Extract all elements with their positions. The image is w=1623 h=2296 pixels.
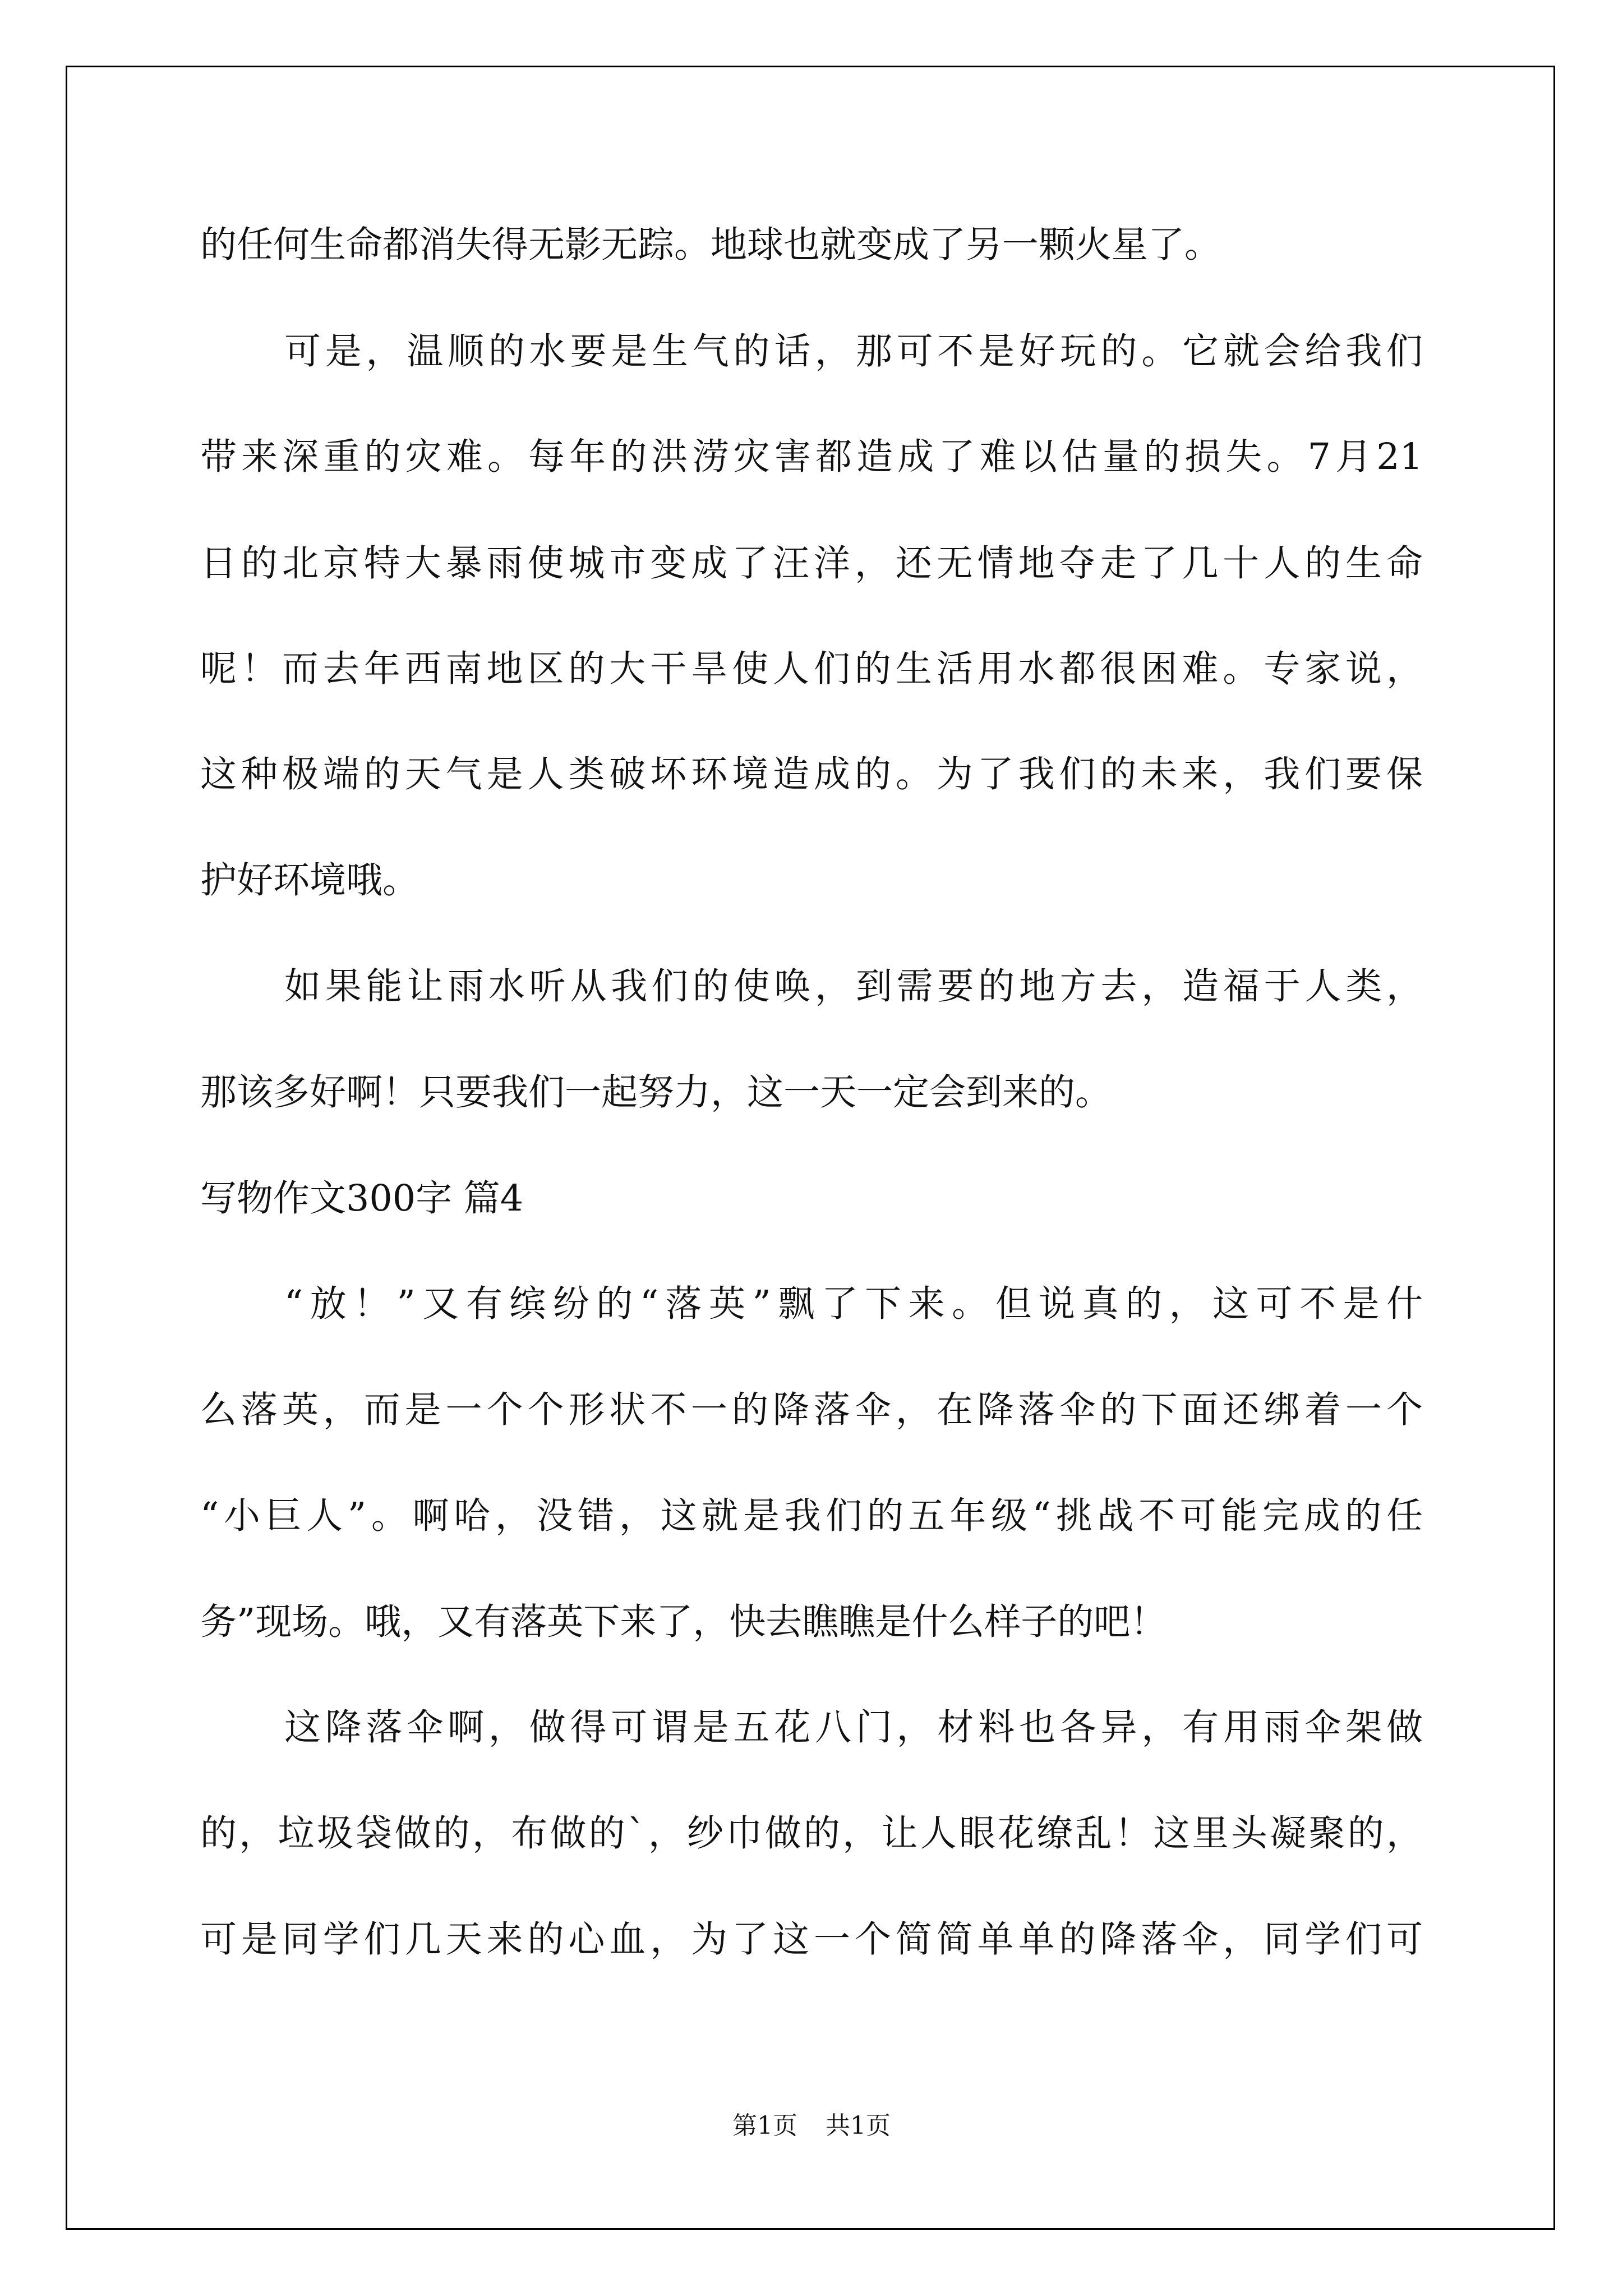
text-line: 呢！而去年西南地区的大干旱使人们的生活用水都很困难。专家说， [200, 648, 1423, 690]
text-line: 的，垃圾袋做的，布做的`，纱巾做的，让人眼花缭乱！这里头凝聚的， [200, 1812, 1423, 1855]
text-line: “小巨人”。啊哈，没错，这就是我们的五年级“挑战不可能完成的任 [200, 1495, 1423, 1537]
text-line: 务”现场。哦，又有落英下来了，快去瞧瞧是什么样子的吧！ [200, 1601, 1167, 1643]
paragraph-start-line: 可是，温顺的水要是生气的话，那可不是好玩的。它就会给我们 [284, 330, 1423, 372]
section-heading: 写物作文300字 篇4 [200, 1177, 524, 1220]
paragraph-start-line: 这降落伞啊，做得可谓是五花八门，材料也各异，有用雨伞架做 [284, 1706, 1423, 1749]
text-line: 的任何生命都消失得无影无踪。地球也就变成了另一颗火星了。 [200, 224, 1221, 266]
text-line: 这种极端的天气是人类破坏环境造成的。为了我们的未来，我们要保 [200, 753, 1423, 795]
page-total: 共1页 [826, 2111, 891, 2140]
page-footer [0, 2109, 1623, 2143]
text-line: 护好环境哦。 [200, 859, 419, 901]
page-number: 第1页 [732, 2111, 797, 2140]
text-line: 可是同学们几天来的心血，为了这一个简简单单的降落伞，同学们可 [200, 1918, 1423, 1961]
text-line: 带来深重的灾难。每年的洪涝灾害都造成了难以估量的损失。7月21 [200, 436, 1423, 478]
text-line: 日的北京特大暴雨使城市变成了汪洋，还无情地夺走了几十人的生命 [200, 542, 1423, 585]
text-line: 么落英，而是一个个形状不一的降落伞，在降落伞的下面还绑着一个 [200, 1389, 1423, 1431]
page-border [66, 66, 1555, 2230]
text-line: 那该多好啊！只要我们一起努力，这一天一定会到来的。 [200, 1071, 1112, 1114]
paragraph-start-line: 如果能让雨水听从我们的使唤，到需要的地方去，造福于人类， [284, 965, 1423, 1007]
paragraph-start-line: “放！”又有缤纷的“落英”飘了下来。但说真的，这可不是什 [284, 1283, 1423, 1325]
